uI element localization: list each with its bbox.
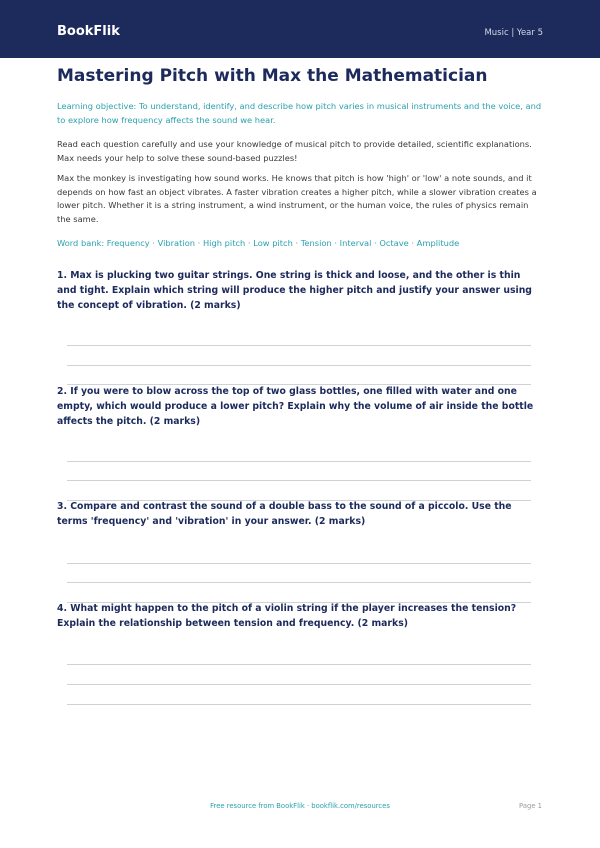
answer-line[interactable] [67, 461, 531, 462]
answer-line[interactable] [67, 684, 531, 685]
footer-resource-link[interactable]: Free resource from BookFlik · bookflik.com/resources [210, 802, 390, 810]
question-4: 4. What might happen to the pitch of a violin string if the player increases the tension? Explain the relationship between tension and frequency. (2 marks) [57, 603, 517, 629]
answer-line[interactable] [67, 345, 531, 346]
answer-line[interactable] [67, 664, 531, 665]
subject-label: Music | Year 5 [484, 28, 543, 38]
answer-line[interactable] [67, 563, 531, 564]
header-bar [0, 0, 600, 58]
question-1: 1. Max is plucking two guitar strings. One string is thick and loose, and the other is thin and tight. Explain which string will produce the higher pitch and justify your answer using the concept of vibration. (2 marks) [57, 270, 532, 311]
page-title: Mastering Pitch with Max the Mathematician [57, 66, 488, 86]
brand-logo[interactable]: BookFlik [57, 24, 120, 39]
answer-line[interactable] [67, 704, 531, 705]
learning-objective: Learning objective: To understand, identify, and describe how pitch varies in musical instruments and the voice, and to explore how frequency affects the sound we hear. [57, 101, 542, 125]
question-3: 3. Compare and contrast the sound of a double bass to the sound of a piccolo. Use the terms 'frequency' and 'vibration' in your answer. (2 marks) [57, 501, 512, 527]
page-number: Page 1 [519, 802, 542, 810]
answer-line[interactable] [67, 582, 531, 583]
word-bank: Word bank: Frequency · Vibration · High pitch · Low pitch · Tension · Interval · Octave · Amplitude [57, 238, 460, 248]
answer-line[interactable] [67, 480, 531, 481]
answer-line[interactable] [67, 365, 531, 366]
story-paragraph: Max the monkey is investigating how sound works. He knows that pitch is how 'high' or 'low' a note sounds, and it depends on how fast an object vibrates. A faster vibration creates a higher pitch, while a slower vibration creates a lower pitch. Whether it is a string instrument, a wind instrument, or the human voice, the rules of physics remain the same. [57, 173, 537, 224]
instructions: Read each question carefully and use your knowledge of musical pitch to provide detailed, scientific explanations. Max needs your help to solve these sound-based puzzles! [57, 139, 532, 163]
question-2: 2. If you were to blow across the top of two glass bottles, one filled with water and one empty, which would produce a lower pitch? Explain why the volume of air inside the bottle affects the pitch. (2 marks) [57, 386, 534, 427]
